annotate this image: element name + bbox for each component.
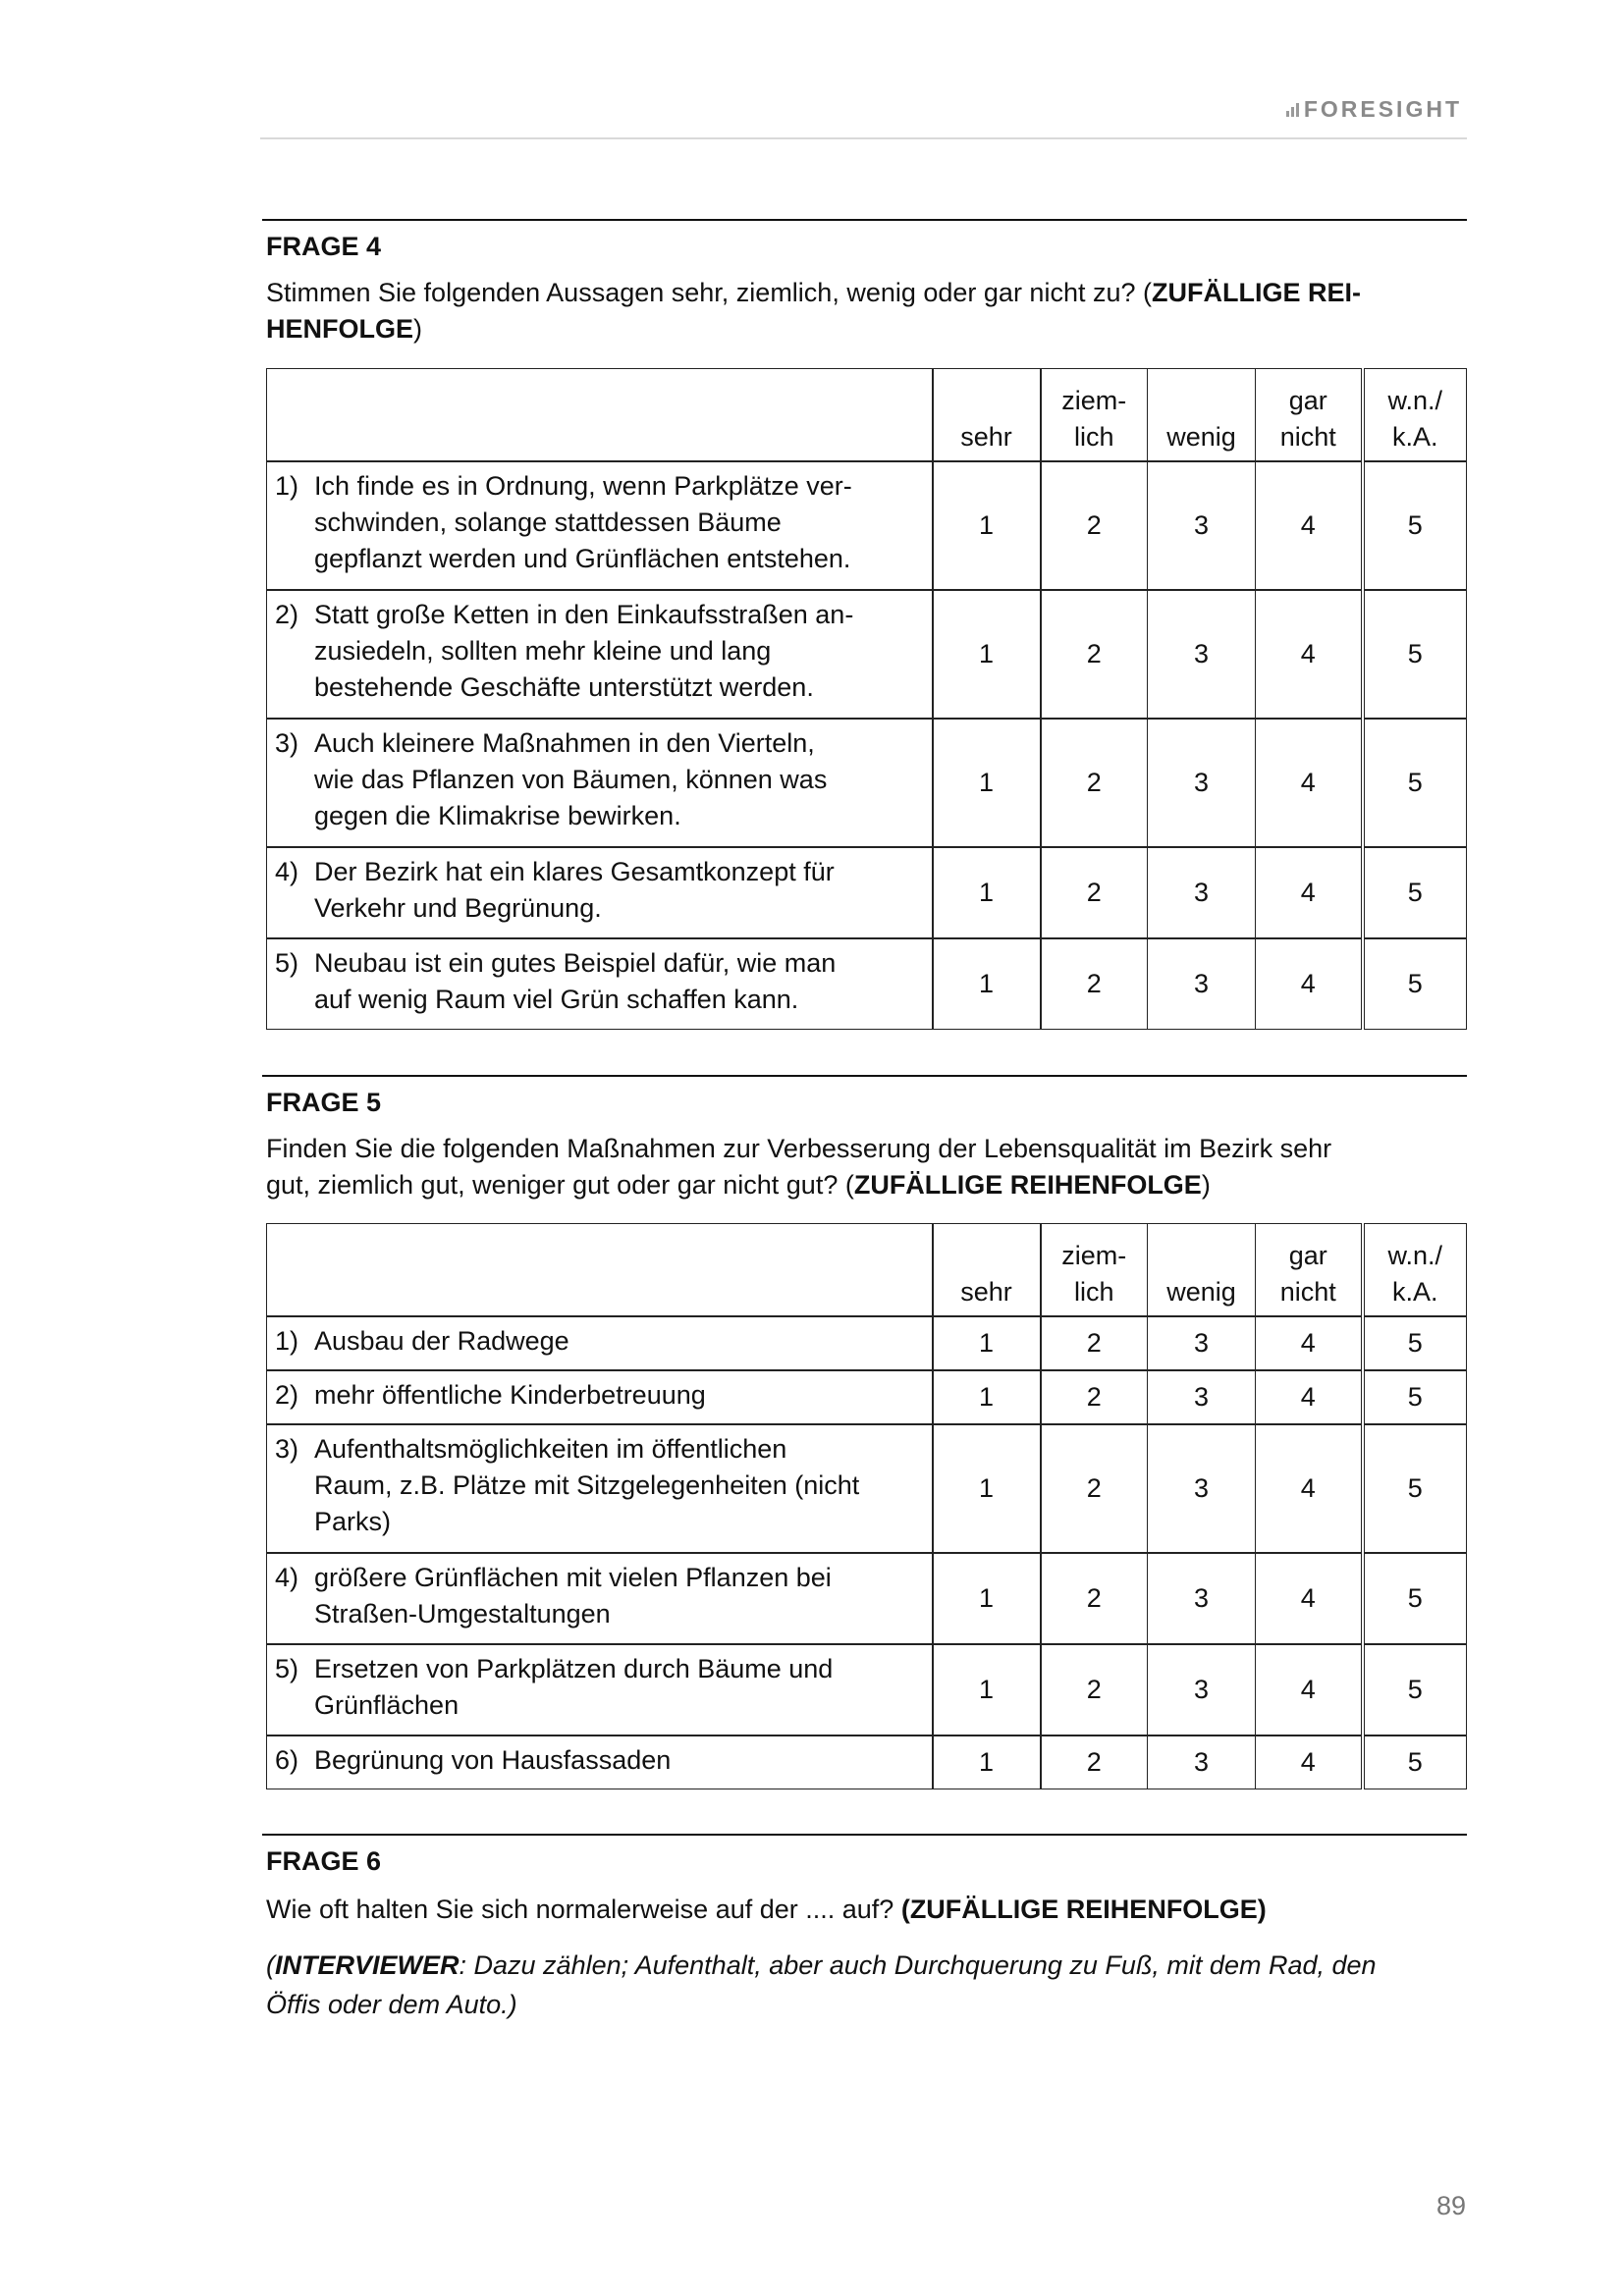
question-6-text: Wie oft halten Sie sich normalerweise auf der .... auf? (ZUFÄLLIGE REIHENFOLGE): [266, 1895, 1267, 1924]
answer-code-1: 1: [933, 719, 1041, 847]
logo-bars-icon: [1286, 103, 1301, 117]
answer-code-4: 4: [1256, 1370, 1363, 1424]
statement-text: Neubau ist ein gutes Beispiel dafür, wie man auf wenig Raum viel Grün schaffen kann.: [314, 947, 837, 1014]
statement-number: 1): [275, 1325, 299, 1356]
table-row: [267, 1316, 1467, 1370]
answer-code-1: 1: [933, 1370, 1041, 1424]
statement-cell: [267, 1370, 933, 1424]
answer-code-5: 5: [1363, 1644, 1467, 1735]
col-header-wenig: wenig: [1148, 1224, 1256, 1316]
answer-code-2: 2: [1041, 1735, 1148, 1789]
statement-cell: [267, 1424, 933, 1553]
answer-code-4: 4: [1256, 461, 1363, 590]
answer-code-5: 5: [1363, 938, 1467, 1030]
statement-cell: [267, 1735, 933, 1789]
question-5-table: [266, 1223, 1467, 1789]
table-row: [267, 1735, 1467, 1789]
statement-text: Ich finde es in Ordnung, wenn Parkplätze ver- schwinden, solange stattdessen Bäume gepflanzt werden und Grünflächen entstehen.: [314, 470, 852, 573]
statement-text: Auch kleinere Maßnahmen in den Vierteln, wie das Pflanzen von Bäumen, können was gegen die Klimakrise bewirken.: [314, 727, 828, 830]
statement-number: 1): [275, 470, 299, 501]
answer-code-3: 3: [1148, 1735, 1256, 1789]
answer-code-2: 2: [1041, 590, 1148, 719]
col-header-sehr: sehr: [933, 1224, 1041, 1316]
answer-code-5: 5: [1363, 719, 1467, 847]
answer-code-1: 1: [933, 938, 1041, 1030]
answer-code-2: 2: [1041, 461, 1148, 590]
statement-cell: [267, 1644, 933, 1735]
answer-code-5: 5: [1363, 1553, 1467, 1644]
answer-code-3: 3: [1148, 1316, 1256, 1370]
statement-text: größere Grünflächen mit vielen Pflanzen bei Straßen-Umgestaltungen: [314, 1562, 832, 1629]
statement-number: 2): [275, 599, 299, 629]
answer-code-5: 5: [1363, 1370, 1467, 1424]
interviewer-note: (INTERVIEWER: Dazu zählen; Aufenthalt, aber auch Durchquerung zu Fuß, mit dem Rad, den Öffis oder dem Auto.): [266, 1950, 1377, 2019]
question-4-table: [266, 368, 1467, 1030]
question-6-title: FRAGE 6: [266, 1846, 382, 1876]
question-4-text: Stimmen Sie folgenden Aussagen sehr, ziemlich, wenig oder gar nicht zu? (ZUFÄLLIGE REI- HENFOLGE): [266, 278, 1361, 344]
answer-code-1: 1: [933, 1644, 1041, 1735]
statement-cell: [267, 1553, 933, 1644]
answer-code-1: 1: [933, 1553, 1041, 1644]
table-row: [267, 1553, 1467, 1644]
table-row: [267, 938, 1467, 1030]
statement-cell: [267, 590, 933, 719]
foresight-logo: [1286, 96, 1462, 123]
answer-code-3: 3: [1148, 847, 1256, 938]
table-row: [267, 847, 1467, 938]
statement-number: 5): [275, 947, 299, 978]
col-header-ziemlich: ziem- lich: [1041, 369, 1148, 461]
answer-code-3: 3: [1148, 1370, 1256, 1424]
answer-code-4: 4: [1256, 1644, 1363, 1735]
col-header-gar-nicht: gar nicht: [1256, 369, 1363, 461]
answer-code-4: 4: [1256, 1553, 1363, 1644]
statement-number: 5): [275, 1653, 299, 1683]
statement-cell: [267, 1316, 933, 1370]
table-row: [267, 719, 1467, 847]
statement-number: 3): [275, 727, 299, 758]
question-5-text: Finden Sie die folgenden Maßnahmen zur Verbesserung der Lebensqualität im Bezirk sehr gut, ziemlich gut, weniger gut oder gar nicht gut? (ZUFÄLLIGE REIHENFOLGE): [266, 1134, 1332, 1200]
statement-text: Ersetzen von Parkplätzen durch Bäume und Grünflächen: [314, 1653, 834, 1720]
answer-code-4: 4: [1256, 1735, 1363, 1789]
table-header-row: [267, 1224, 1467, 1316]
page-number: 89: [1435, 2191, 1466, 2220]
answer-code-4: 4: [1256, 590, 1363, 719]
answer-code-5: 5: [1363, 1316, 1467, 1370]
statement-number: 4): [275, 1562, 299, 1592]
statement-text: Ausbau der Radwege: [314, 1325, 569, 1356]
statement-number: 6): [275, 1744, 299, 1775]
statement-number: 4): [275, 856, 299, 886]
answer-code-3: 3: [1148, 461, 1256, 590]
question-4-title: FRAGE 4: [266, 232, 382, 261]
answer-code-4: 4: [1256, 1424, 1363, 1553]
statement-cell: [267, 719, 933, 847]
table-row: [267, 461, 1467, 590]
answer-code-5: 5: [1363, 1735, 1467, 1789]
table-row: [267, 590, 1467, 719]
answer-code-3: 3: [1148, 590, 1256, 719]
answer-code-1: 1: [933, 847, 1041, 938]
col-header-wenig: wenig: [1148, 369, 1256, 461]
answer-code-3: 3: [1148, 938, 1256, 1030]
answer-code-4: 4: [1256, 1316, 1363, 1370]
answer-code-1: 1: [933, 1316, 1041, 1370]
statement-text: Statt große Ketten in den Einkaufsstraßen an- zusiedeln, sollten mehr kleine und lang bestehende Geschäfte unterstützt werden.: [314, 599, 854, 702]
answer-code-2: 2: [1041, 1644, 1148, 1735]
section-divider-q4: [262, 219, 1467, 221]
table-header-row: [267, 369, 1467, 461]
page-header: [260, 90, 1467, 139]
statement-cell: [267, 847, 933, 938]
answer-code-2: 2: [1041, 938, 1148, 1030]
answer-code-3: 3: [1148, 1644, 1256, 1735]
answer-code-4: 4: [1256, 719, 1363, 847]
section-divider-q6: [262, 1834, 1467, 1836]
table-row: [267, 1424, 1467, 1553]
answer-code-2: 2: [1041, 1370, 1148, 1424]
header-empty-cell: [267, 1224, 933, 1316]
section-divider-q5: [262, 1075, 1467, 1077]
answer-code-2: 2: [1041, 1424, 1148, 1553]
answer-code-4: 4: [1256, 847, 1363, 938]
statement-text: Aufenthaltsmöglichkeiten im öffentlichen Raum, z.B. Plätze mit Sitzgelegenheiten (nicht Parks): [314, 1433, 860, 1536]
statement-number: 2): [275, 1379, 299, 1410]
answer-code-3: 3: [1148, 1553, 1256, 1644]
answer-code-1: 1: [933, 461, 1041, 590]
answer-code-3: 3: [1148, 1424, 1256, 1553]
answer-code-1: 1: [933, 590, 1041, 719]
answer-code-1: 1: [933, 1424, 1041, 1553]
statement-text: Begrünung von Hausfassaden: [314, 1744, 672, 1775]
header-empty-cell: [267, 369, 933, 461]
logo-text: FORESIGHT: [1303, 96, 1462, 122]
answer-code-5: 5: [1363, 461, 1467, 590]
statement-number: 3): [275, 1433, 299, 1464]
question-5-title: FRAGE 5: [266, 1088, 382, 1117]
answer-code-5: 5: [1363, 1424, 1467, 1553]
col-header-gar-nicht: gar nicht: [1256, 1224, 1363, 1316]
answer-code-2: 2: [1041, 847, 1148, 938]
col-header-wn-ka: w.n./ k.A.: [1363, 369, 1467, 461]
table-row: [267, 1644, 1467, 1735]
answer-code-3: 3: [1148, 719, 1256, 847]
table-row: [267, 1370, 1467, 1424]
col-header-ziemlich: ziem- lich: [1041, 1224, 1148, 1316]
statement-text: mehr öffentliche Kinderbetreuung: [314, 1379, 706, 1410]
answer-code-4: 4: [1256, 938, 1363, 1030]
statement-cell: [267, 938, 933, 1030]
statement-cell: [267, 461, 933, 590]
answer-code-5: 5: [1363, 590, 1467, 719]
answer-code-5: 5: [1363, 847, 1467, 938]
answer-code-2: 2: [1041, 1553, 1148, 1644]
answer-code-2: 2: [1041, 719, 1148, 847]
answer-code-2: 2: [1041, 1316, 1148, 1370]
col-header-wn-ka: w.n./ k.A.: [1363, 1224, 1467, 1316]
statement-text: Der Bezirk hat ein klares Gesamtkonzept für Verkehr und Begrünung.: [314, 856, 835, 923]
col-header-sehr: sehr: [933, 369, 1041, 461]
answer-code-1: 1: [933, 1735, 1041, 1789]
